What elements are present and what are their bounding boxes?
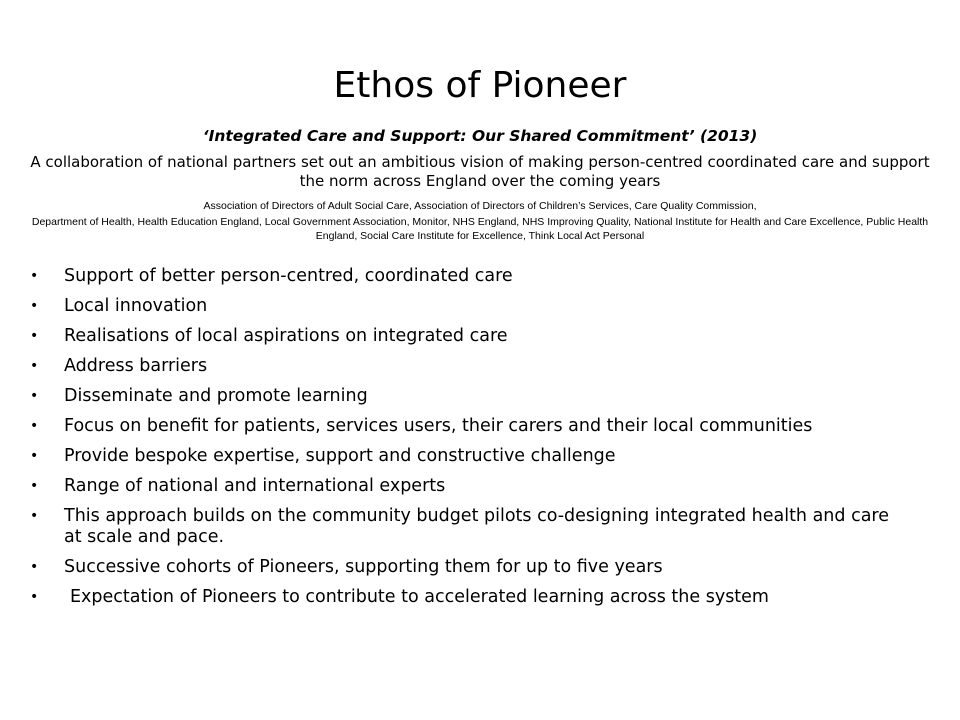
bullet-dot-icon: •	[30, 478, 39, 494]
partners-list: Department of Health, Health Education England, Local Government Association, Monitor, NHS England, NHS Improving Quality, National Institute for Health and Care Excellence, Public Health England, Social Care Institute for Excellence, Think Local Act Personal	[31, 216, 929, 242]
bullet-dot-icon: •	[30, 268, 39, 284]
bullet-list	[30, 266, 910, 617]
bullet-dot-icon: •	[30, 388, 39, 404]
bullet-dot-icon: •	[30, 448, 39, 464]
bullet-dot-icon: •	[30, 328, 39, 344]
bullet-dot-icon: •	[30, 508, 39, 524]
bullet-item	[30, 476, 910, 497]
bullet-text: Expectation of Pioneers to contribute to accelerated learning across the system	[70, 587, 769, 607]
bullet-dot-icon: •	[30, 298, 39, 314]
bullet-item	[30, 416, 910, 437]
bullet-text: Realisations of local aspirations on integrated care	[64, 326, 508, 346]
bullet-text: Disseminate and promote learning	[64, 386, 368, 406]
bullet-text: Focus on benefit for patients, services users, their carers and their local communities	[64, 416, 813, 436]
bullet-item	[30, 266, 910, 287]
bullet-dot-icon: •	[30, 418, 39, 434]
partners-heading: Association of Directors of Adult Social Care, Association of Directors of Children’s Services, Care Quality Commission,	[203, 200, 757, 212]
bullet-item	[30, 587, 910, 608]
bullet-item	[30, 356, 910, 377]
bullet-text: Provide bespoke expertise, support and constructive challenge	[64, 446, 616, 466]
bullet-text: This approach builds on the community budget pilots co-designing integrated health and care at scale and pace.	[64, 506, 889, 547]
bullet-dot-icon: •	[30, 358, 39, 374]
bullet-text: Local innovation	[64, 296, 208, 316]
slide-subtitle: ‘Integrated Care and Support: Our Shared Commitment’ (2013)	[202, 127, 758, 145]
bullet-item	[30, 386, 910, 407]
bullet-item	[30, 557, 910, 578]
slide-title: Ethos of Pioneer	[333, 65, 627, 106]
bullet-text: Support of better person-centred, coordinated care	[64, 266, 513, 286]
bullet-dot-icon: •	[30, 559, 39, 575]
bullet-text: Successive cohorts of Pioneers, supporting them for up to five years	[64, 557, 663, 577]
bullet-item	[30, 506, 910, 548]
bullet-dot-icon: •	[30, 589, 39, 605]
bullet-item	[30, 446, 910, 467]
bullet-item	[30, 326, 910, 347]
bullet-item	[30, 296, 910, 317]
bullet-text: Range of national and international experts	[64, 476, 446, 496]
bullet-text: Address barriers	[64, 356, 208, 376]
intro-text: A collaboration of national partners set out an ambitious vision of making person-centred coordinated care and support the norm across England over the coming years	[30, 153, 930, 190]
